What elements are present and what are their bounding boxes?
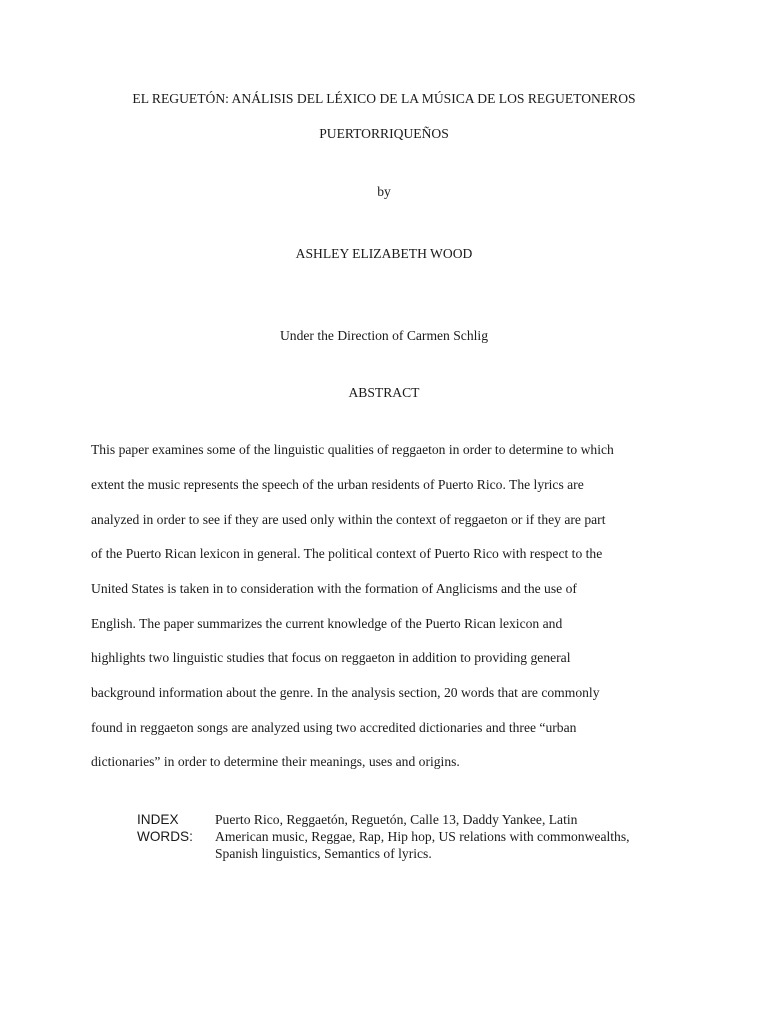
abstract-line: highlights two linguistic studies that focus on reggaeton in addition to providing general — [91, 650, 571, 665]
index-words-line: Spanish linguistics, Semantics of lyrics. — [215, 846, 432, 861]
title-line-1: EL REGUETÓN: ANÁLISIS DEL LÉXICO DE LA MÚSICA DE LOS REGUETONEROS — [132, 91, 636, 106]
abstract-line: English. The paper summarizes the current knowledge of the Puerto Rican lexicon and — [91, 616, 563, 631]
index-label-line-1: INDEX — [137, 812, 179, 827]
abstract-heading: ABSTRACT — [348, 385, 420, 400]
index-label-line-2: WORDS: — [137, 829, 193, 844]
abstract-line: of the Puerto Rican lexicon in general. The political context of Puerto Rico with respect to the — [91, 546, 603, 561]
direction-line: Under the Direction of Carmen Schlig — [279, 328, 488, 343]
author-name: ASHLEY ELIZABETH WOOD — [295, 246, 473, 261]
index-words-values — [215, 811, 630, 862]
index-words-line: American music, Reggae, Rap, Hip hop, US relations with commonwealths, — [215, 829, 630, 844]
abstract-line: United States is taken in to consideration with the formation of Anglicisms and the use of — [91, 581, 577, 596]
title-line-2: PUERTORRIQUEÑOS — [319, 126, 449, 141]
abstract-line: dictionaries” in order to determine their meanings, uses and origins. — [91, 754, 460, 769]
index-words-label — [137, 811, 193, 845]
abstract-line: background information about the genre. In the analysis section, 20 words that are commonly — [91, 685, 600, 700]
abstract-line: analyzed in order to see if they are used only within the context of reggaeton or if they are part — [91, 512, 606, 527]
abstract-line: extent the music represents the speech of the urban residents of Puerto Rico. The lyrics are — [91, 477, 584, 492]
abstract-line: found in reggaeton songs are analyzed using two accredited dictionaries and three “urban — [91, 720, 577, 735]
by-line: by — [377, 184, 391, 199]
index-words-line: Puerto Rico, Reggaetón, Reguetón, Calle 13, Daddy Yankee, Latin — [215, 812, 578, 827]
abstract-line: This paper examines some of the linguistic qualities of reggaeton in order to determine to which — [91, 442, 614, 457]
